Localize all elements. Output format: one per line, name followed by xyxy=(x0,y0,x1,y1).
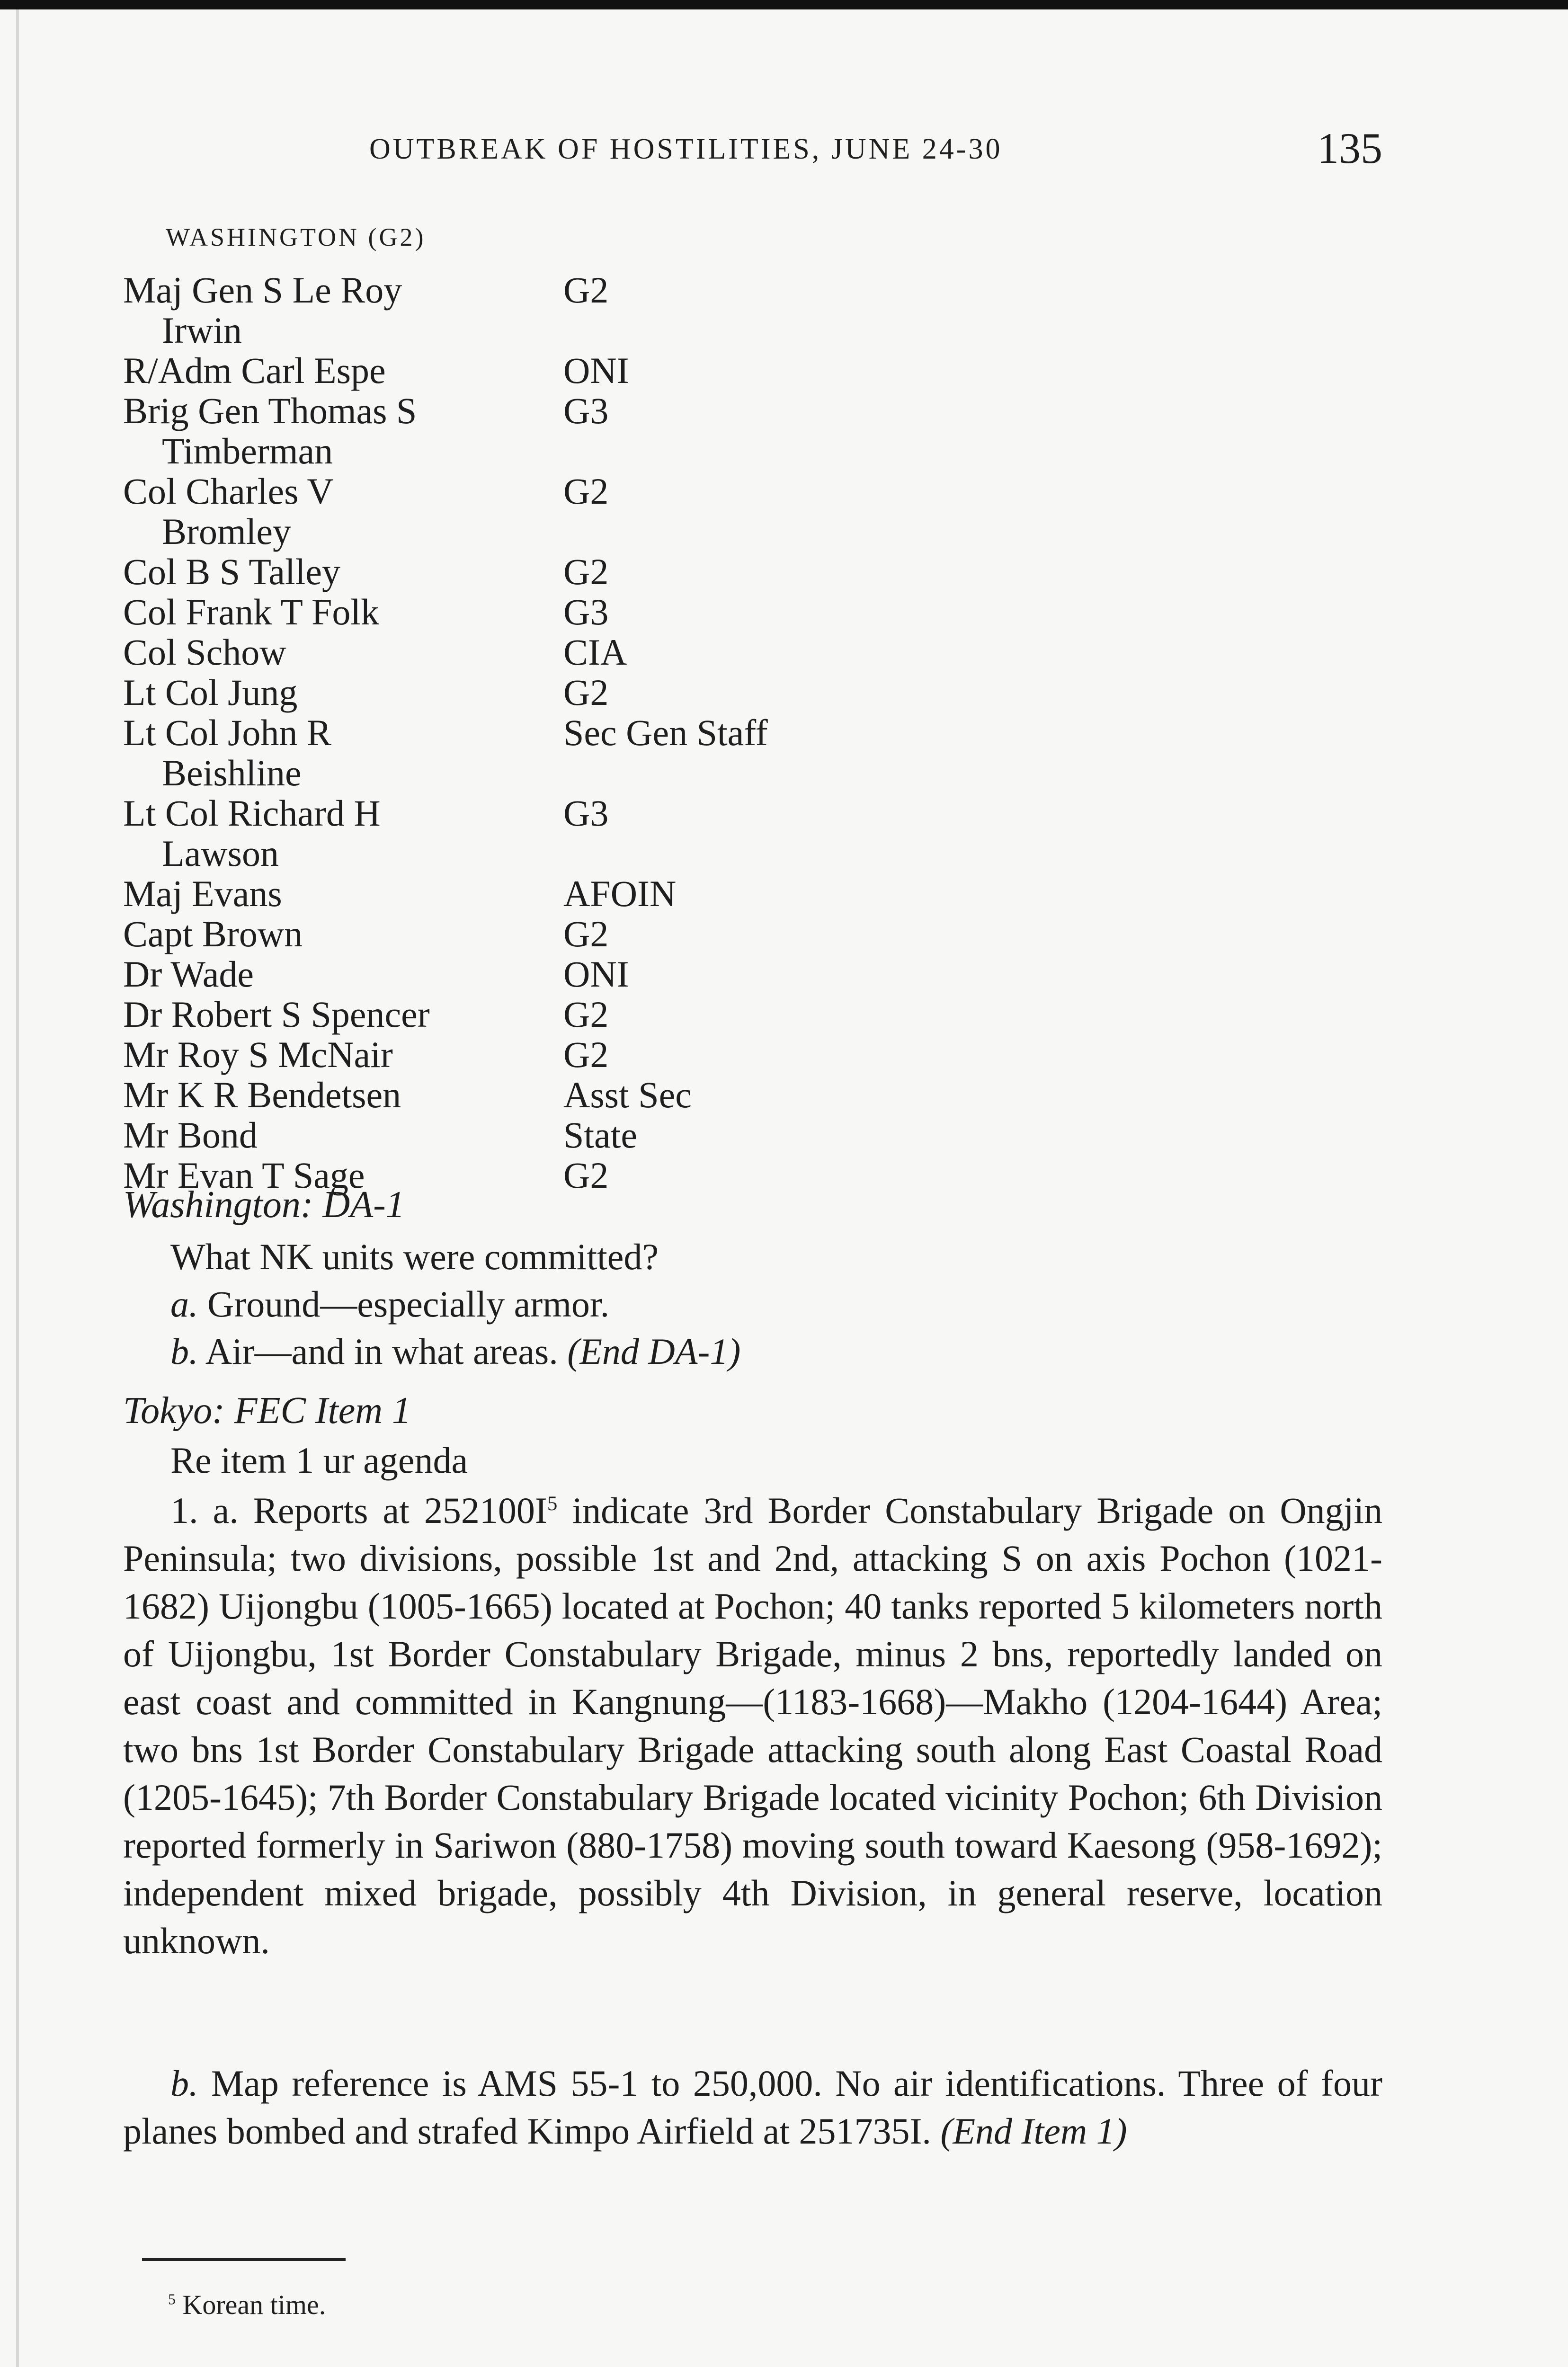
roster-name-continuation: Timberman xyxy=(162,430,333,472)
item-b-text: Air—and in what areas. xyxy=(205,1331,558,1372)
footnote-text: Korean time. xyxy=(182,2289,326,2320)
footnote-mark: 5 xyxy=(168,2291,176,2308)
tokyo-message-heading: Tokyo: FEC Item 1 xyxy=(123,1390,411,1432)
roster-name-line: R/Adm Carl Espe xyxy=(123,350,386,391)
roster-office: G2 xyxy=(563,1155,609,1196)
para1-text-before: Reports at 252100I xyxy=(253,1490,547,1531)
roster-row xyxy=(123,994,1070,1034)
item-b-letter: b. xyxy=(170,1331,198,1372)
page-edge-shadow xyxy=(16,9,19,2367)
roster-name xyxy=(123,270,563,350)
roster-office: AFOIN xyxy=(563,873,677,914)
roster-office: State xyxy=(563,1114,637,1156)
roster-name xyxy=(123,1034,563,1075)
roster-name xyxy=(123,914,563,954)
roster-office: Sec Gen Staff xyxy=(563,712,768,753)
roster-name-line: Lt Col Richard H xyxy=(123,792,381,834)
roster-name-continuation: Lawson xyxy=(162,833,279,874)
para1-text-after: indicate 3rd Border Constabulary Brigade on Ongjin Peninsula; two divisions, possible 1st and 2nd, attacking S on axis Pochon (1021-1682) Uijongbu (1005-1665) located at Pochon; 40 tanks reported 5 kilometers north of Uijongbu, 1st Border Constabulary Brigade, minus 2 bns, reportedly landed on east coast and committed in Kangnung—(1183-1668)—Makho (1204-1644) Area; two bns 1st Border Constabulary Brigade attacking south along East Coastal Road (1205-1645); 7th Border Constabulary Brigade located vicinity Pochon; 6th Division reported formerly in Sariwon (880-1758) moving south toward Kaesong (958-1692); independent mixed brigade, possibly 4th Division, in general reserve, location unknown. xyxy=(123,1490,1382,1961)
roster-name xyxy=(123,1115,563,1155)
roster-row xyxy=(123,1034,1070,1075)
roster-name xyxy=(123,391,563,471)
top-scan-border xyxy=(0,0,1568,9)
roster-office: G3 xyxy=(563,792,609,834)
roster-office: G3 xyxy=(563,591,609,632)
roster-row xyxy=(123,471,1070,552)
para2-label: b. xyxy=(170,2063,198,2104)
end-da-1: (End DA-1) xyxy=(567,1331,741,1372)
footnote-rule xyxy=(142,2258,346,2261)
roster-row xyxy=(123,1075,1070,1115)
roster-name xyxy=(123,994,563,1034)
roster-name xyxy=(123,592,563,632)
roster-name-line: Col Charles V xyxy=(123,471,334,512)
roster-name-line: Brig Gen Thomas S xyxy=(123,390,417,431)
roster-name-line: Lt Col John R xyxy=(123,712,331,753)
roster-name xyxy=(123,471,563,552)
roster-name xyxy=(123,954,563,994)
item-a-text: Ground—especially armor. xyxy=(207,1283,610,1325)
roster-office: G2 xyxy=(563,913,609,954)
para1-label: 1. a. xyxy=(170,1490,239,1531)
roster-name-continuation: Bromley xyxy=(162,511,291,552)
roster-row xyxy=(123,1115,1070,1155)
roster-name-line: Maj Evans xyxy=(123,873,282,914)
footnote xyxy=(168,2289,326,2321)
roster-row xyxy=(123,672,1070,712)
roster-row xyxy=(123,350,1070,391)
section-heading: WASHINGTON (G2) xyxy=(166,223,426,251)
tokyo-intro: Re item 1 ur agenda xyxy=(170,1440,468,1481)
washington-question: What NK units were committed? xyxy=(170,1236,659,1277)
roster-name-continuation: Irwin xyxy=(162,310,242,351)
roster-office: G2 xyxy=(563,994,609,1035)
roster-name-line: Mr K R Bendetsen xyxy=(123,1074,401,1115)
roster-row xyxy=(123,592,1070,632)
roster-office: G2 xyxy=(563,672,609,713)
roster-name xyxy=(123,672,563,712)
para2-text: Map reference is AMS 55-1 to 250,000. No air identifications. Three of four planes bombed and strafed Kimpo Airfield at 251735I. xyxy=(123,2063,1382,2152)
roster-name-line: Dr Robert S Spencer xyxy=(123,994,430,1035)
roster-office: CIA xyxy=(563,632,627,673)
roster-row xyxy=(123,954,1070,994)
washington-item-b xyxy=(170,1330,740,1373)
roster-name-line: Lt Col Jung xyxy=(123,672,298,713)
end-item-1: (End Item 1) xyxy=(940,2110,1127,2152)
roster-row xyxy=(123,712,1070,793)
washington-item-a xyxy=(170,1283,609,1326)
roster-office: Asst Sec xyxy=(563,1074,692,1115)
roster-office: G2 xyxy=(563,551,609,592)
roster-office: G2 xyxy=(563,471,609,512)
footnote-ref: 5 xyxy=(547,1493,558,1515)
roster-name-continuation: Beishline xyxy=(162,752,302,793)
roster-name-line: Mr Roy S McNair xyxy=(123,1034,393,1075)
roster-row xyxy=(123,270,1070,350)
roster-office: G2 xyxy=(563,1034,609,1075)
roster-name-line: Mr Evan T Sage xyxy=(123,1155,365,1196)
tokyo-paragraph-2 xyxy=(123,2059,1382,2155)
attendee-roster xyxy=(123,270,1070,1195)
running-title: OUTBREAK OF HOSTILITIES, JUNE 24-30 xyxy=(369,133,1003,165)
roster-row xyxy=(123,914,1070,954)
roster-row xyxy=(123,552,1070,592)
roster-name-line: Dr Wade xyxy=(123,953,254,995)
roster-name xyxy=(123,1075,563,1115)
roster-name-line: Maj Gen S Le Roy xyxy=(123,269,402,311)
roster-name xyxy=(123,350,563,391)
roster-name xyxy=(123,632,563,672)
page-number: 135 xyxy=(1317,124,1382,172)
item-a-letter: a. xyxy=(170,1283,198,1325)
washington-message-heading: Washington: DA-1 xyxy=(123,1184,405,1226)
roster-row xyxy=(123,391,1070,471)
roster-name xyxy=(123,793,563,873)
roster-row xyxy=(123,793,1070,873)
roster-name-line: Capt Brown xyxy=(123,913,303,954)
roster-name xyxy=(123,873,563,914)
roster-name xyxy=(123,712,563,793)
roster-name-line: Col Schow xyxy=(123,632,286,673)
roster-name xyxy=(123,552,563,592)
roster-name-line: Col B S Talley xyxy=(123,551,340,592)
roster-office: G3 xyxy=(563,390,609,431)
roster-name-line: Col Frank T Folk xyxy=(123,591,380,632)
roster-office: ONI xyxy=(563,350,629,391)
roster-name-line: Mr Bond xyxy=(123,1114,258,1156)
roster-row xyxy=(123,873,1070,914)
tokyo-paragraph-1 xyxy=(123,1486,1382,1965)
roster-office: ONI xyxy=(563,953,629,995)
roster-row xyxy=(123,632,1070,672)
roster-office: G2 xyxy=(563,269,609,311)
